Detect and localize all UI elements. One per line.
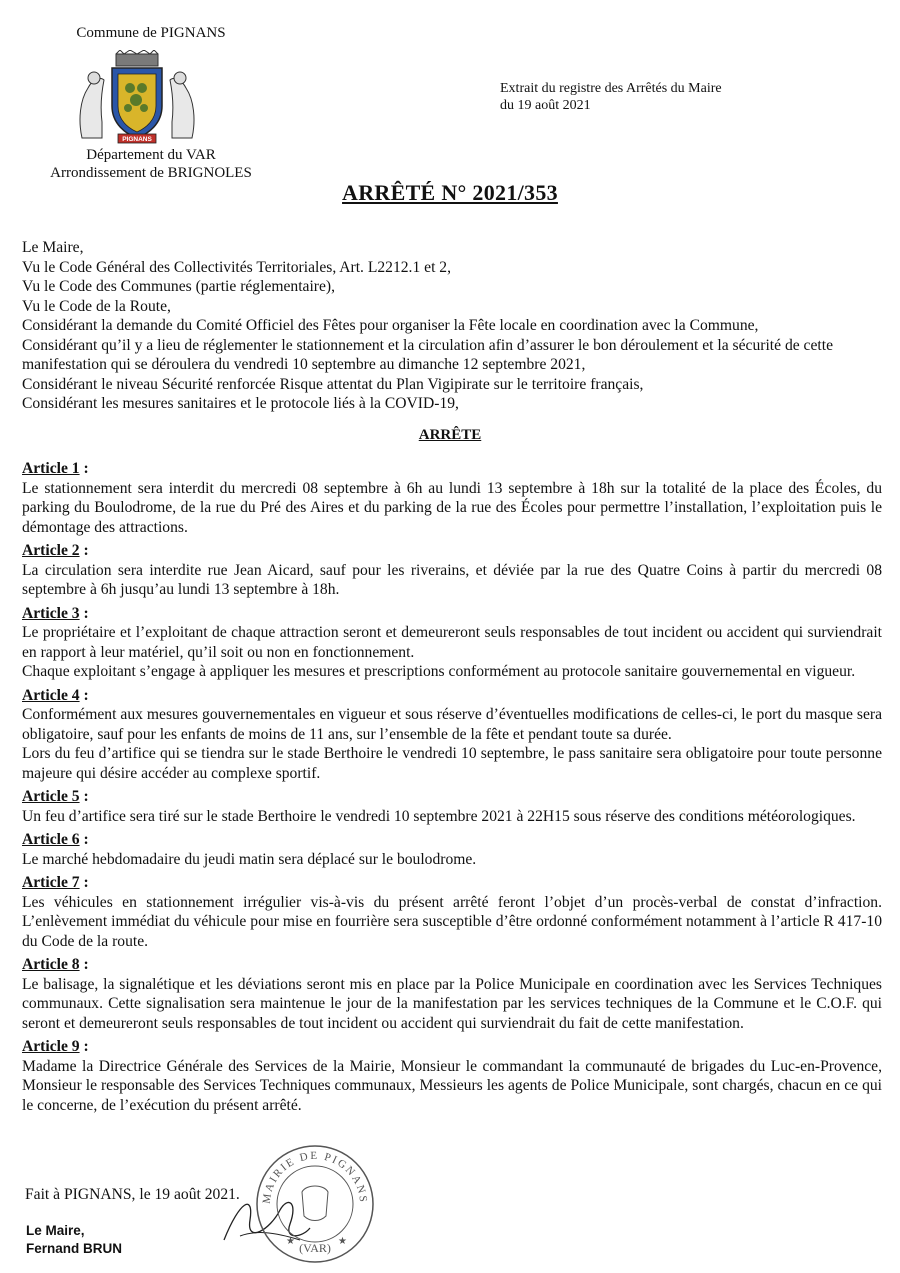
departement-label: Département du VAR [86,147,216,163]
preamble-line: Considérant le niveau Sécurité renforcée Risque attentat du Plan Vigipirate sur le territoire français, [22,375,644,393]
article-paragraph: Les véhicules en stationnement irrégulier vis-à-vis du présent arrêté feront l’objet d’un procès-verbal de constat d’infraction. L’enlèvement immédiat du véhicule pour mise en fourrière sera susceptible d’être ordonné conformément notamment à l’article R 417-10 du Code de la route. [22,893,882,950]
preamble-line: Considérant la demande du Comité Officiel des Fêtes pour organiser la Fête locale en coordination avec la Commune, [22,317,759,334]
preamble-line: Vu le Code des Communes (partie réglementaire), [22,278,336,295]
mairie-stamp [250,1140,380,1268]
signatory-title: Le Maire, [26,1223,85,1238]
article-paragraph: Chaque exploitant s’engage à appliquer les mesures et prescriptions conformément au protocole sanitaire gouvernemental en vigueur. [22,663,856,680]
svg-text:★: ★ [286,1236,295,1247]
article [22,1037,882,1115]
svg-text:★: ★ [338,1236,347,1247]
article-paragraph: La circulation sera interdite rue Jean Aicard, sauf pour les riverains, et déviée par la rue des Quatre Coins à partir du mercredi 08 septembre à 6h jusqu’au lundi 13 septembre à 18h. [22,561,882,598]
article-colon: : [79,460,89,477]
article-paragraph: Conformément aux mesures gouvernementales en vigueur et sous réserve d’éventuelles modifications de celles-ci, le port du masque sera obligatoire, sauf pour les enfants de moins de 11 ans, sur l’ensemble de la fête et pendant toute sa durée. [22,706,882,743]
article-paragraph: Le propriétaire et l’exploitant de chaque attraction seront et demeureront seuls responsables de tout incident ou accident qui surviendrait en rapport à leur matériel, qu’il soit ou non en fonctionnement. [22,624,882,661]
coat-of-arms-logo [72,50,202,146]
document-title: ARRÊTÉ N° 2021/353 [342,180,558,205]
article-title: Article 5 [22,788,80,805]
article-heading [22,541,882,561]
article-colon: : [79,542,89,559]
article-title: Article 4 [22,686,80,704]
article-colon: : [79,956,89,973]
article-body [22,893,882,952]
article [22,955,882,1033]
article-paragraph: Lors du feu d’artifice qui se tiendra sur le stade Berthoire le vendredi 10 septembre, le pass sanitaire sera obligatoire pour toute personne majeure qui désire accéder au complexe sportif. [22,745,882,782]
article-heading [22,955,882,975]
article-title: Article 9 [22,1038,80,1055]
article-heading [22,604,882,624]
article-heading [22,1037,882,1057]
stamp-bottom-text: (VAR) [299,1241,331,1255]
article-body [22,479,882,538]
article-heading [22,686,882,706]
article-body [22,850,882,870]
article-body [22,623,882,682]
preamble-line: Le Maire, [22,239,84,256]
article [22,830,882,869]
article-body [22,1057,882,1116]
article [22,787,882,826]
preamble-line: Considérant les mesures sanitaires et le protocole liés à la COVID-19, [22,395,459,412]
article-body [22,561,882,600]
stamp-text: MAIRIE DE PIGNANS [260,1149,370,1205]
article-title: Article 3 [22,604,80,622]
article-heading [22,830,882,850]
article-colon: : [79,686,89,704]
arrete-heading: ARRÊTE [418,427,482,443]
article [22,873,882,951]
article-title: Article 1 [22,460,80,477]
svg-text:MAIRIE DE PIGNANS [261,1150,369,1204]
article-heading [22,873,882,893]
article-paragraph: Le stationnement sera interdit du mercredi 08 septembre à 6h au lundi 13 septembre à 18h sur la totalité de la place des Écoles, du parking du Boulodrome, de la rue du Pré des Aires et du parking de la rue des Écoles pour permettre l’installation, l’exploitation puis le démontage des attractions. [22,479,882,536]
article-body [22,975,882,1034]
preamble-line: Vu le Code Général des Collectivités Territoriales, Art. L2212.1 et 2, [22,258,452,276]
article-title: Article 7 [22,874,80,891]
article-colon: : [79,604,89,622]
article [22,541,882,600]
article-body [22,705,882,783]
preamble-line: Vu le Code de la Route, [22,297,171,315]
article [22,686,882,784]
place-date-signed: Fait à PIGNANS, le 19 août 2021. [25,1186,240,1203]
arrondissement-label: Arrondissement de BRIGNOLES [50,165,252,181]
commune-name: Commune de PIGNANS [76,25,226,41]
article-paragraph: Un feu d’artifice sera tiré sur le stade Berthoire le vendredi 10 septembre 2021 à 22H15 sous réserve des conditions météorologiques. [22,807,856,825]
article-title: Article 8 [22,956,80,973]
article-title: Article 6 [22,831,80,848]
article-title: Article 2 [22,542,80,559]
svg-text:PIGNANS: PIGNANS [122,136,152,143]
article-paragraph: Le balisage, la signalétique et les déviations seront mis en place par la Police Municipale en coordination avec les Services Techniques communaux. Cette signalisation sera maintenue le jour de la manifestation par les services techniques de la Commune et le C.O.F. qui seront et demeureront seuls responsables de tout incident ou accident qui surviendrait du fait de cette manifestation. [22,975,882,1032]
article-colon: : [79,831,89,848]
article-heading [22,787,882,807]
preamble-line: Considérant qu’il y a lieu de réglementer le stationnement et la circulation afin d’assurer le bon déroulement et la sécurité de cette manifestation qui se déroulera du vendredi 10 septembre au dimanche 12 septembre 2021, [22,336,833,373]
preamble [22,238,882,414]
signatory-name: Fernand BRUN [26,1241,123,1256]
registry-extract [500,80,722,114]
article-colon: : [79,1038,89,1055]
articles-section [22,459,882,1119]
signatory [26,1222,122,1258]
article-colon: : [79,874,89,891]
article [22,604,882,682]
extract-date: du 19 août 2021 [500,98,591,113]
article-heading [22,459,882,479]
article [22,459,882,537]
article-colon: : [79,788,89,805]
article-paragraph: Le marché hebdomadaire du jeudi matin sera déplacé sur le boulodrome. [22,850,477,868]
extract-line-1: Extrait du registre des Arrêtés du Maire [500,81,722,96]
article-body [22,807,882,827]
article-paragraph: Madame la Directrice Générale des Services de la Mairie, Monsieur le commandant la communauté de brigades du Luc-en-Provence, Monsieur le responsable des Services Techniques communaux, Messieurs les agents de Police Municipale, sont chargés, chacun en ce qui le concerne, de l’exécution du présent arrêté. [22,1057,882,1114]
